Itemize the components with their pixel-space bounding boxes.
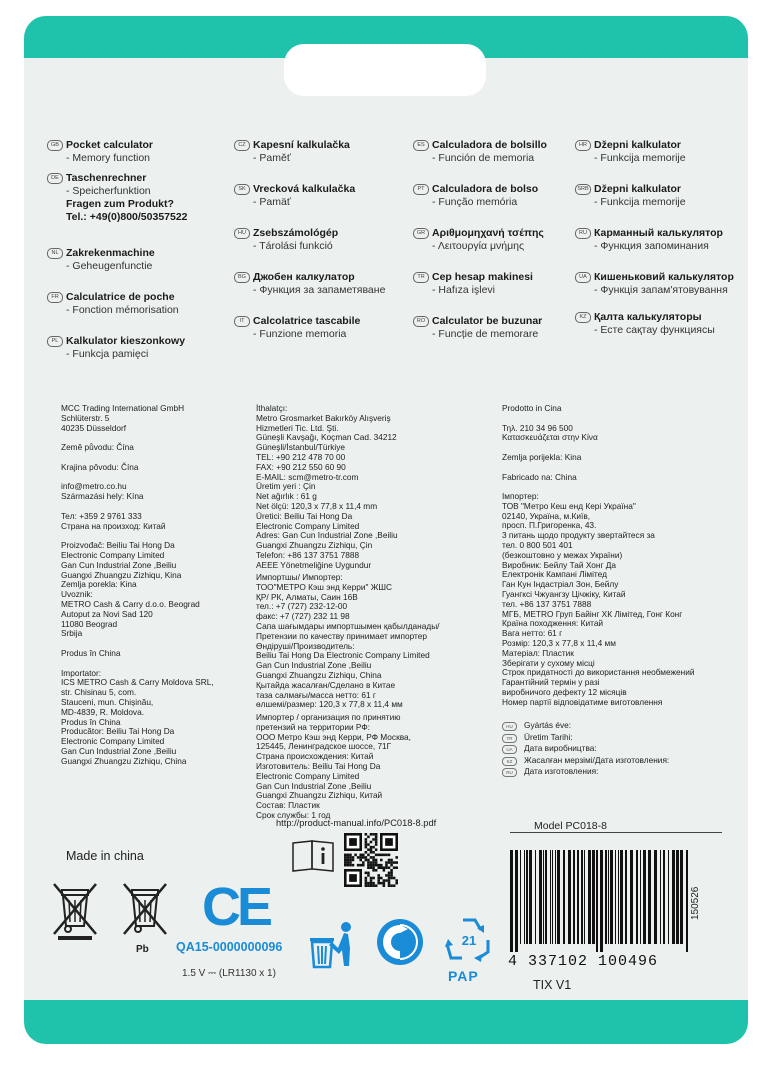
lang-subtitle: - Funkcija memorije <box>594 152 686 164</box>
date-label: Gyártás éve: <box>524 720 572 730</box>
lang-title: Cep hesap makinesi <box>432 271 533 283</box>
lang-title: Αριθμομηχανή τσέπης <box>432 227 544 239</box>
lang-subtitle: - Função memória <box>432 196 518 208</box>
lang-title: Vrecková kalkulačka <box>253 183 356 195</box>
lang-badge: IT <box>234 316 250 327</box>
lang-subtitle: - Функция запоминания <box>594 240 709 252</box>
date-badge: KZ <box>502 757 517 766</box>
lang-title: Pocket calculator <box>66 139 153 151</box>
ce-mark-icon: CE <box>202 877 270 937</box>
lang-badge: BG <box>234 272 250 283</box>
recycle-material: PAP <box>448 968 479 984</box>
lang-sk <box>238 183 356 209</box>
hang-hole <box>284 44 486 96</box>
lang-subtitle: - Función de memoria <box>432 152 535 164</box>
importer-block-ru: Импортер / организация по принятию претензий на территории РФ: ООО Метро Кэш энд Керри, РФ Москва, 125445, Ленинградское шоссе, 71Г Страна происхождения: Китай Изготовитель: Beiliu Tai Hong Da Electronic Company Limited Gan Cun Industrial Zone ,Beiliu Guangxi Zhuangzu Zizhiqu, Китай Состав: Пластик Срок службы: 1 год <box>256 712 411 820</box>
lang-ua <box>579 271 734 297</box>
lang-subtitle: - Pamäť <box>253 196 291 208</box>
date-row <box>502 732 669 744</box>
lang-pl <box>51 335 186 361</box>
crossed-bin-pb-icon <box>118 880 172 940</box>
lang-subtitle: - Memory function <box>66 152 151 164</box>
lang-nl <box>51 247 155 273</box>
lang-subtitle: - Speicherfunktion <box>66 185 151 197</box>
model-underline <box>510 832 722 833</box>
lang-badge: KZ <box>575 312 591 323</box>
lang-subtitle: - Tárolási funkció <box>253 240 333 252</box>
lang-title: Calculator be buzunar <box>432 315 543 327</box>
lang-srb <box>577 183 686 209</box>
lang-subtitle: - Geheugenfunctie <box>66 260 153 272</box>
lang-bg <box>238 271 386 297</box>
date-badge: RU <box>502 768 517 777</box>
importer-block-eu: MCC Trading International GmbH Schlüterstr. 5 40235 Düsseldorf Země původu: Čína Krajina pôvodu: Čína info@metro.co.hu Származási hely: Kína Teл: +359 2 9761 333 Страна на произход: Китай Proizvođač: Beiliu Tai Hong Da Electronic Company Limited Gan Cun Industrial Zone ,Beiliu Guangxi Zhuangzu Zizhiqu, Kina Zemlja porekla: Kina Uvoznik: METRO Cash & Carry d.o.o. Beograd Autoput za Novi Sad 120 11080 Beograd Srbija Produs în China Importator: ICS METRO Cash & Carry Moldova SRL, str. Chisinau 5, com. Stauceni, mun. Chișinău, MD-4839, R. Moldova. Produs în China Producător: Beiliu Tai Hong Da Electronic Company Limited Gan Cun Industrial Zone ,Beiliu Guangxi Zhuangzu Zizhiqu, China <box>61 403 214 766</box>
lang-badge: UA <box>575 272 591 283</box>
lang-badge: FR <box>47 292 63 303</box>
lang-badge: PL <box>47 336 63 347</box>
tidyman-icon <box>308 920 360 970</box>
recycle-triangle-icon <box>444 914 494 964</box>
lang-title: Kalkulator kieszonkowy <box>66 335 186 347</box>
lang-badge: PT <box>413 184 429 195</box>
lang-badge: GB <box>47 140 63 151</box>
importer-block-kz: Импортшы/ Импортер: ТОО"МЕТРО Кэш энд Керри" ЖШС ҚР/ РК, Алматы, Саин 16В тел.: +7 (727) 232-12-00 факс: +7 (727) 232 11 98 Сапа шағымдары импортшымен қабылданады/ Претензии по качеству принимает импортер Өндіруші/Производитель: Beiliu Tai Hong Da Electronic Company Limited Gan Cun Industrial Zone ,Beiliu Guangxi Zhuangzu Zizhiqu, China Қытайда жасалған/Сделано в Китае таза салмағы/масса нетто: 61 г өлшемі/размер: 120,3 x 77,8 x 11,4 мм <box>256 572 440 710</box>
lang-ro <box>416 315 543 341</box>
lang-title: Кишеньковий калькулятор <box>594 271 734 283</box>
lang-badge: RU <box>575 228 591 239</box>
lang-title: Қалта калькуляторы <box>594 311 702 323</box>
date-label: Жасалған мерзімі/Дата изготовления: <box>524 754 670 765</box>
lang-badge: CZ <box>234 140 250 151</box>
lang-badge: DE <box>47 173 63 184</box>
date-row <box>502 743 669 755</box>
lang-subtitle: - Λειτουργία μνήμης <box>432 240 525 252</box>
date-badge: TR <box>502 734 517 743</box>
lang-title: Džepni kalkulator <box>594 139 681 151</box>
lang-title: Calculatrice de poche <box>66 291 175 303</box>
lang-subtitle: - Fonction mémorisation <box>66 304 179 316</box>
crossed-bin-icon <box>48 880 102 940</box>
barcode-number: 4 337102 100496 <box>508 953 659 970</box>
manual-book-icon <box>290 838 336 872</box>
lang-title: Calcolatrice tascabile <box>253 315 361 327</box>
lang-title: Calculadora de bolsillo <box>432 139 547 151</box>
vertical-number: 150526 <box>690 886 701 920</box>
lang-subtitle: - Функція запам'ятовування <box>594 284 728 296</box>
date-label: Дата виробництва: <box>524 743 597 753</box>
lang-hu <box>238 227 339 253</box>
lang-badge: HR <box>575 140 591 151</box>
lang-title: Calculadora de bolso <box>432 183 539 195</box>
lang-subtitle: - Hafıza işlevi <box>432 284 496 296</box>
importer-block-tr: İthalatçı: Metro Grosmarket Bakırköy Alışveriş Hizmetleri Tic. Ltd. Şti. Güneşli Kavşağı, Koçman Cad. 34212 Güneşli/İstanbul/Türkiye TEL: +90 212 478 70 00 FAX: +90 212 550 60 90 E-MAIL: scm@metro-tr.com Üretim yeri : Çin Net ağırlık : 61 g Net ölçü: 120,3 x 77,8 x 11,4 mm Üretici: Beiliu Tai Hong Da Electronic Company Limited Adres: Gan Cun Industrial Zone ,Beiliu Guangxi Zhuangzu Zizhiqu, Çin Telefon: +86 137 3751 7888 AEEE Yönetmeliğine Uygundur <box>256 403 398 570</box>
lang-pt <box>417 183 539 209</box>
lang-gb <box>51 139 153 165</box>
lang-title: Kapesní kalkulačka <box>253 139 350 151</box>
barcode-icon <box>506 850 694 952</box>
lang-title: Карманный калькулятор <box>594 227 723 239</box>
lang-tr <box>417 271 533 297</box>
model-number: Model PC018-8 <box>534 820 607 832</box>
lang-ru <box>579 227 723 253</box>
pb-label: Pb <box>136 944 149 955</box>
origin-block: Prodotto in Cina Τηλ. 210 34 96 500 Κατασκευάζεται στην Κίνα Zemlja porijekla: Kina Fabricado na: China <box>502 403 598 482</box>
lang-fr <box>51 291 179 317</box>
lang-extra: Tel.: +49(0)800/50357522 <box>66 211 188 223</box>
date-label: Üretim Tarihi: <box>524 731 573 742</box>
qa-code: QA15-0000000096 <box>176 940 283 954</box>
manual-url[interactable]: http://product-manual.info/PC018-8.pdf <box>276 818 437 828</box>
lang-badge: SK <box>234 184 250 195</box>
lang-title: Джобен калкулатор <box>253 271 355 283</box>
lang-es <box>417 139 547 165</box>
production-dates <box>502 720 669 778</box>
lang-subtitle: - Есте сақтау функциясы <box>594 324 715 336</box>
lang-title: Zakrekenmachine <box>66 247 155 259</box>
made-in-label: Made in china <box>66 849 144 863</box>
lang-it <box>239 315 361 341</box>
lang-title: Džepni kalkulator <box>594 183 681 195</box>
lang-badge: SRB <box>575 184 591 195</box>
lang-subtitle: - Funkcja pamięci <box>66 348 149 360</box>
lang-kz <box>579 311 715 337</box>
date-badge: UA <box>502 745 517 754</box>
green-dot-icon <box>376 918 424 966</box>
lang-badge: GR <box>413 228 429 239</box>
lang-subtitle: - Paměť <box>253 152 291 164</box>
date-row <box>502 766 669 778</box>
lang-de <box>51 172 188 224</box>
bottom-accent-band <box>24 1000 748 1044</box>
date-label: Дата изготовления: <box>524 766 599 776</box>
lang-subtitle: - Funzione memoria <box>253 328 347 340</box>
lang-badge: NL <box>47 248 63 259</box>
lang-extra: Fragen zum Produkt? <box>66 198 174 210</box>
recycle-code: 21 <box>461 933 477 948</box>
lang-title: Zsebszámológép <box>253 227 339 239</box>
lang-badge: HU <box>234 228 250 239</box>
lang-hr <box>579 139 686 165</box>
importer-block-ua: Імпортер: ТОВ "Метро Кеш енд Кері Україна" 02140, Україна, м.Київ, просп. П.Григоренка, 43. 3 питань щодо продукту звертайтеся за тел. 0 800 501 401 (безкоштовно у межах України) Виробник: Бейлу Тай Хонг Да Електронік Кампані Лімітед Ган Кун Індастріал Зон, Бейлу Гуангксі Чжуангзу Цічжіку, Китай тел. +86 137 3751 7888 МГБ, METRO Груп Байінг ХК Лімітед, Гонг Конг Країна походження: Китай Вага нетто: 61 г Розмір: 120,3 x 77,8 x 11,4 мм Матеріал: Пластик Зберігати у сухому місці Строк придатності до використання необмежений Гарантійний термін у разі виробничого дефекту 12 місяців Номер партії відповідатиме виготовлення <box>502 491 695 707</box>
lang-subtitle: - Функция за запаметяване <box>253 284 386 296</box>
date-row <box>502 720 669 732</box>
lang-subtitle: - Funcție de memorare <box>432 328 539 340</box>
lang-badge: ES <box>413 140 429 151</box>
battery-spec: 1.5 V ⎓ (LR1130 x 1) <box>182 968 276 979</box>
lang-cz <box>238 139 350 165</box>
lang-badge: RO <box>413 316 429 327</box>
tix-code: TIX V1 <box>533 978 572 992</box>
lang-badge: TR <box>413 272 429 283</box>
lang-title: Taschenrechner <box>66 172 147 184</box>
date-row <box>502 755 669 767</box>
date-badge: HU <box>502 722 517 731</box>
qr-code-icon <box>344 833 398 887</box>
lang-gr <box>416 227 544 253</box>
lang-subtitle: - Funkcija memorije <box>594 196 686 208</box>
